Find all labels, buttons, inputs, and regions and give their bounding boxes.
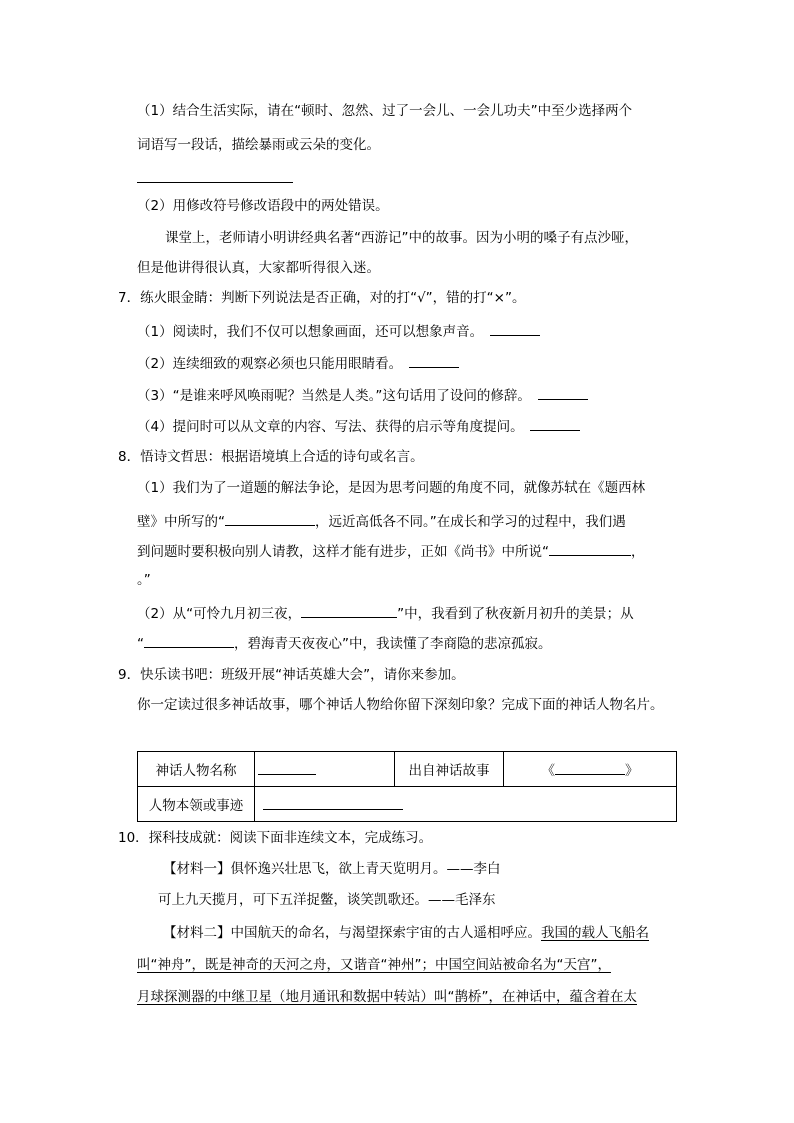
myth-character-card: 神话人物名称 出自神话故事 《 》 人物本领或事迹 <box>137 751 677 822</box>
q8-title: 8．悟诗文哲思：根据语境填上合适的诗句或名言。 <box>118 449 424 465</box>
material1-line2: 可上九天揽月，可下五洋捉鳖，谈笑凯歌还。——毛泽东 <box>158 892 496 908</box>
answer-blank[interactable] <box>301 603 397 618</box>
answer-blank[interactable] <box>530 416 580 431</box>
answer-blank[interactable] <box>144 633 234 648</box>
q10-title: 10．探科技成就：阅读下面非连续文本，完成练习。 <box>118 830 433 846</box>
q6-paragraph-line2: 但是他讲得很认真，大家都听得很入迷。 <box>137 260 380 276</box>
answer-blank[interactable] <box>409 353 459 368</box>
answer-blank[interactable] <box>538 385 588 400</box>
answer-blank[interactable] <box>225 511 315 526</box>
q6-answer-blank[interactable] <box>137 182 293 183</box>
q8-part2-line1: （2）从“可怜九月初三夜， ”中，我看到了秋夜新月初升的美景；从 <box>137 603 634 623</box>
material2-line2: 叫“神舟”，既是神奇的天河之舟，又谐音“神州”；中国空间站被命名为“天宫”， <box>137 957 611 973</box>
q6-part1-line2: 词语写一段话，描绘暴雨或云朵的变化。 <box>137 137 380 153</box>
q8-part1-line1: （1）我们为了一道题的解法争论，是因为思考问题的角度不同，就像苏轼在《题西林 <box>137 480 646 496</box>
q8-part1-line3: 到问题时要积极向别人请教，这样才能有进步，正如《尚书》中所说“ ， <box>137 541 645 561</box>
material2-line1: 【材料二】中国航天的命名，与渴望探索宇宙的古人遥相呼应。我国的载人飞船名 <box>163 925 649 941</box>
q8-part1-line4: 。” <box>137 572 151 588</box>
answer-blank[interactable] <box>549 541 631 556</box>
q7-item-1: （1）阅读时，我们不仅可以想象画面，还可以想象声音。 <box>137 321 540 341</box>
name-label: 神话人物名称 <box>138 752 255 787</box>
name-blank[interactable] <box>258 760 316 775</box>
story-label: 出自神话故事 <box>395 752 504 787</box>
q7-item-3: （3）“是谁来呼风唤雨呢？当然是人类。”这句话用了设问的修辞。 <box>137 385 588 405</box>
q6-part1-line1: （1）结合生活实际，请在“顿时、忽然、过了一会儿、一会儿功夫”中至少选择两个 <box>137 103 633 119</box>
deeds-blank[interactable] <box>263 795 403 810</box>
story-blank[interactable] <box>555 760 625 775</box>
deeds-label: 人物本领或事迹 <box>138 787 255 822</box>
q6-part2: （2）用修改符号修改语段中的两处错误。 <box>137 198 389 214</box>
answer-blank[interactable] <box>490 321 540 336</box>
q7-item-4: （4）提问时可以从文章的内容、写法、获得的启示等角度提问。 <box>137 416 580 436</box>
q9-title: 9．快乐读书吧：班级开展“神话英雄大会”，请你来参加。 <box>118 667 465 683</box>
q7-title: 7．练火眼金睛：判断下列说法是否正确，对的打“√”，错的打“×”。 <box>118 290 526 306</box>
q9-intro: 你一定读过很多神话故事，哪个神话人物给你留下深刻印象？完成下面的神话人物名片。 <box>137 697 664 713</box>
material1-line1: 【材料一】俱怀逸兴壮思飞，欲上青天览明月。——李白 <box>163 861 501 877</box>
q8-part2-line2: “ ，碧海青天夜夜心”中，我读懂了李商隐的悲凉孤寂。 <box>137 633 552 653</box>
q6-paragraph-line1: 课堂上，老师请小明讲经典名著“西游记”中的故事。因为小明的嗓子有点沙哑， <box>165 230 638 246</box>
q7-item-2: （2）连续细致的观察必须也只能用眼睛看。 <box>137 353 459 373</box>
material2-line3: 月球探测器的中继卫星（地月通讯和数据中转站）叫“鹊桥”，在神话中，蕴含着在太 <box>137 989 637 1005</box>
q8-part1-line2: 壁》中所写的“ ，远近高低各不同。”在成长和学习的过程中，我们遇 <box>137 511 626 531</box>
